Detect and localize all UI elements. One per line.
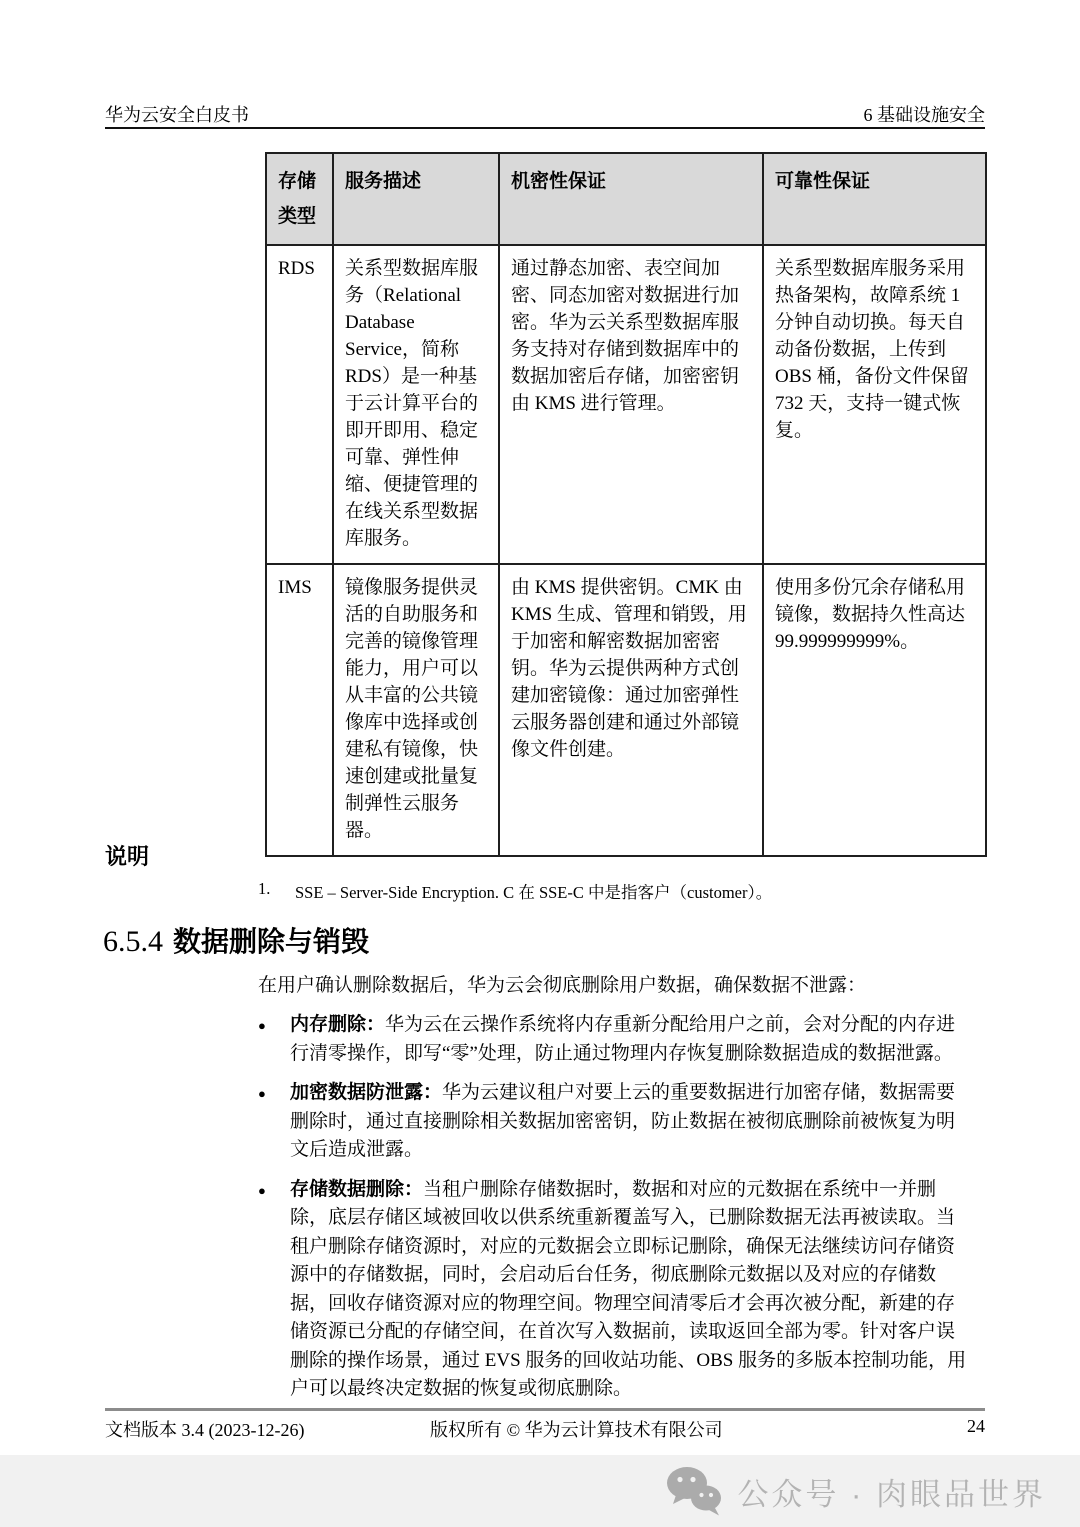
bullet-label: 存储数据删除： (290, 1178, 424, 1200)
column-header-reliability: 可靠性保证 (763, 153, 986, 245)
cell-storage-type: RDS (266, 245, 333, 564)
bullet-label: 加密数据防泄露： (290, 1082, 443, 1103)
watermark-text: 公众号 · 肉眼品世界 (737, 1476, 1046, 1512)
cell-reliability: 使用多份冗余存储私用镜像，数据持久性高达 99.999999999%。 (763, 564, 986, 856)
bullet-icon: ● (258, 1182, 266, 1198)
column-header-confidentiality: 机密性保证 (499, 153, 763, 245)
list-item (258, 1079, 970, 1165)
note-title: 说明 (105, 844, 150, 869)
column-header-service-description: 服务描述 (333, 153, 499, 245)
cell-confidentiality: 由 KMS 提供密钥。CMK 由 KMS 生成、管理和销毁，用于加密和解密数据加密密钥。华为云提供两种方式创建加密镜像：通过加密弹性云服务器创建和通过外部镜像文件创建。 (499, 564, 763, 856)
bullet-text (290, 1176, 970, 1404)
bullet-icon: ● (258, 1086, 266, 1101)
wechat-icon (665, 1466, 723, 1516)
cell-confidentiality: 通过静态加密、表空间加密、同态加密对数据进行加密。华为云关系型数据库服务支持对存储到数据库中的数据加密后存储，加密密钥由 KMS 进行管理。 (499, 245, 763, 564)
cell-storage-type: IMS (266, 564, 333, 856)
cell-reliability: 关系型数据库服务采用热备架构，故障系统 1 分钟自动切换。每天自动备份数据，上传到 OBS 桶，备份文件保留 732 天，支持一键式恢复。 (763, 245, 986, 564)
footer-document-version: 文档版本 3.4 (2023-12-26) (105, 1420, 305, 1440)
section-title: 数据删除与销毁 (173, 926, 370, 957)
watermark-strip (0, 1455, 1080, 1527)
note-item-number: 1. (258, 879, 271, 898)
table-row (266, 564, 986, 856)
bullet-label: 内存删除： (290, 1014, 386, 1035)
bullet-body-text: 华为云在云操作系统将内存重新分配给用户之前，会对分配的内存进行清零操作，即写“零”处理，防止通过物理内存恢复删除数据造成的数据泄露。 (290, 1014, 956, 1064)
footer-page-number: 24 (967, 1416, 985, 1436)
bullet-text (290, 1011, 970, 1068)
footer-rule (105, 1408, 985, 1411)
footer-copyright: 版权所有 © 华为云计算技术有限公司 (430, 1420, 723, 1440)
header-document-title: 华为云安全白皮书 (105, 105, 249, 125)
section-intro-paragraph: 在用户确认删除数据后，华为云会彻底删除用户数据，确保数据不泄露： (258, 975, 867, 996)
table-header-row (266, 153, 986, 245)
cell-service-description: 镜像服务提供灵活的自助服务和完善的镜像管理能力，用户可以从丰富的公共镜像库中选择或创建私有镜像，快速创建或批量复制弹性云服务器。 (333, 564, 499, 856)
bullet-text (290, 1079, 970, 1165)
storage-services-table (265, 152, 987, 857)
note-item-text: SSE – Server-Side Encryption. C 在 SSE-C 中是指客户（customer）。 (295, 883, 773, 902)
note-item (258, 879, 958, 903)
list-item (258, 1011, 970, 1068)
bullet-list (258, 1011, 970, 1415)
bullet-body-text: 当租户删除存储数据时，数据和对应的元数据在系统中一并删除，底层存储区域被回收以供系统重新覆盖写入，已删除数据无法再被读取。当租户删除存储资源时，对应的元数据会立即标记删除，确保无法继续访问存储资源中的存储数据，同时，会启动后台任务，彻底删除元数据以及对应的存储数据，回收存储资源对应的物理空间。物理空间清零后才会再次被分配，新建的存储资源已分配的存储空间，在首次写入数据前，读取返回全部为零。针对客户误删除的操作场景，通过 EVS 服务的回收站功能、OBS 服务的多版本控制功能，用户可以最终决定数据的恢复或彻底删除。 (290, 1178, 967, 1399)
header-rule (105, 127, 985, 129)
bullet-body-text: 华为云建议租户对要上云的重要数据进行加密存储，数据需要删除时，通过直接删除相关数据加密密钥，防止数据在被彻底删除前被恢复为明文后造成泄露。 (290, 1082, 956, 1160)
list-item (258, 1176, 970, 1404)
column-header-storage-type: 存储类型 (266, 153, 333, 245)
section-heading (103, 920, 369, 960)
table-row (266, 245, 986, 564)
bullet-icon: ● (258, 1018, 266, 1033)
cell-service-description: 关系型数据库服务（Relational Database Service，简称 RDS）是一种基于云计算平台的即开即用、稳定可靠、弹性伸缩、便捷管理的在线关系型数据库服务。 (333, 245, 499, 564)
section-number: 6.5.4 (103, 925, 163, 958)
header-chapter-title: 6 基础设施安全 (863, 105, 985, 125)
